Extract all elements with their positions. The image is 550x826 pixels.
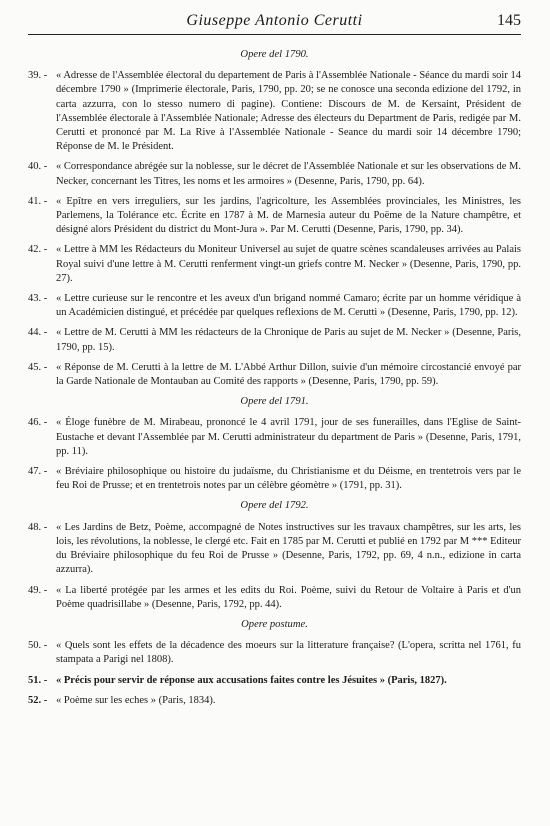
entry-text: « La liberté protégée par les armes et les edits du Roi. Poème, suivi du Retour de Voltaire à Paris et d'un Poème quadrisillabe » (Desenne, Paris, 1792, pp. 44). — [56, 584, 521, 610]
entry-text: « Les Jardins de Betz, Poème, accompagné de Notes instructives sur les travaux champêtres, sur les arts, les lois, les révolutions, la noblesse, le clergé etc. Fait en 1785 par M. Cerutti et publié en 1792 par M *** Editeur du Bréviaire philosophique du feu Roi de Prusse » (Desenne, Paris, 1792, pp. 69, 4 n.n., edizione in carta azzurra). — [56, 521, 521, 576]
entry-number: 39. - — [28, 70, 48, 82]
entry-text: « Éloge funèbre de M. Mirabeau, prononcé le 4 avril 1791, jour de ses funerailles, dans l'Eglise de Saint-Eustache et devant l'Assemblée par M. Cerutti administrateur du department de Paris » (Desenne, Paris, 1791, pp. 11). — [56, 417, 521, 457]
entry-text: « Bréviaire philosophique ou histoire du judaïsme, du Christianisme et du Déisme, en trentetrois vers par le feu Roi de Prusse; et en trentetrois notes par un célèbre géomètre » (1791, pp. 31). — [56, 466, 521, 492]
entry-number: 44. - — [28, 327, 48, 339]
entry-text: « Epître en vers irreguliers, sur les jardins, l'agricolture, les Assemblées provinciales, les Ministres, les Parlemens, la Tolérance etc. Écrite en 1787 à M. de Marnesia auteur du Poëme de la Nature champêtre, et désigné alors Président du district du Mont-Jura ». Par M. Cerutti (Desenne, Paris, 1790, pp. 34). — [56, 195, 521, 236]
header-rule — [28, 34, 521, 35]
running-header-title: Giuseppe Antonio Cerutti — [186, 12, 363, 29]
bibliography-entry — [28, 639, 521, 667]
entry-text: « Quels sont les effets de la décadence des moeurs sur la litterature française? (L'opera, scritta nel 1761, fu stampata a Parigi nel 1808). — [56, 640, 521, 666]
entry-number: 41. - — [28, 195, 48, 207]
entry-number: 49. - — [28, 584, 48, 596]
section-title-1790: Opere del 1790. — [240, 49, 309, 60]
entry-number: 50. - — [28, 640, 48, 652]
bibliography-entry — [28, 416, 521, 459]
bibliography-entry — [28, 243, 521, 286]
section-title-1792: Opere del 1792. — [240, 500, 309, 512]
entry-number: 48. - — [28, 521, 48, 533]
bibliography-entry — [28, 160, 521, 188]
entry-number: 47. - — [28, 466, 48, 478]
entry-text: « Lettre curieuse sur le rencontre et les aveux d'un brigand nommé Camaro; écrite par un homme véridique à un Académicien distingué, et précédée par quelques reflexions de M. Cerutti » (Desenne, Paris, 1790, pp. 12). — [56, 293, 521, 319]
bibliography-entry — [28, 195, 521, 238]
bibliography-list — [28, 48, 521, 714]
bibliography-entry — [28, 584, 521, 612]
entry-number: 52. - — [28, 694, 48, 706]
entry-text: « Adresse de l'Assemblée électoral du departement de Paris à l'Assemblée Nationale - Séance du mardi soir 14 décembre 1790 » (Imprimerie électorale, Paris, 1790, pp. 20; se ne conosce una seconda edizione del 1792, in carta azzurra, con lo stesso numero di pagine). Contiene: Discours de M. de Kersaint, Président de l'Assemblée électorale à l'Assemblée Nationale; Adresse des électeurs du Department de Paris, redigée par M. Cerutti et prononcé par M. La Rive à l'Assemblée Nationale - Seance du mardi soir 14 décembre 1790; Réponse de M. le Président. — [56, 70, 521, 153]
running-header — [28, 12, 521, 34]
entry-text: « Précis pour servir de réponse aux accusations faites contre les Jésuites » (Paris, 1827). — [56, 674, 447, 686]
entry-text: « Lettre de M. Cerutti à MM les rédacteurs de la Chronique de Paris au sujet de M. Necker » (Desenne, Paris, 1790, pp. 15). — [56, 327, 521, 353]
entry-number: 42. - — [28, 244, 48, 256]
bibliography-entry — [28, 69, 521, 154]
bibliography-entry — [28, 361, 521, 389]
entry-number: 46. - — [28, 417, 48, 429]
bibliography-entry — [28, 292, 521, 320]
bibliography-entry — [28, 326, 521, 354]
bibliography-entry — [28, 674, 521, 688]
bibliography-entry — [28, 521, 521, 578]
entry-number: 45. - — [28, 361, 48, 373]
entry-text: « Correspondance abrégée sur la noblesse, sur le décret de l'Assemblée Nationale et sur les observations de M. Necker, concernant les Titres, les noms et les armoires » (Desenne, Paris, 1790, pp. 64). — [56, 161, 521, 187]
entry-number: 43. - — [28, 293, 48, 305]
section-title-1791: Opere del 1791. — [240, 396, 309, 408]
entry-text: « Réponse de M. Cerutti à la lettre de M. L'Abbé Arthur Dillon, suivie d'un mémoire circostancié envoyé par la Garde Nationale de Montauban au Comité des rapports » (Desenne, Paris, 1790, pp. 59). — [56, 361, 521, 388]
entry-text: « Poème sur les eches » (Paris, 1834). — [56, 694, 216, 706]
page-number: 145 — [497, 12, 521, 29]
entry-number: 40. - — [28, 161, 48, 173]
entry-number: 51. - — [28, 674, 48, 686]
bibliography-entry — [28, 694, 521, 708]
section-title-postume: Opere postume. — [241, 618, 308, 630]
entry-text: « Lettre à MM les Rédacteurs du Moniteur Universel au sujet de quatre scènes scandaleuses arrivées au Palais Royal suivi d'une lettre à M. Cerutti renferment vingt-un griefs contre M. Necker » (Desenne, Paris, 1790, pp. 27). — [56, 244, 521, 284]
bibliography-entry — [28, 465, 521, 493]
